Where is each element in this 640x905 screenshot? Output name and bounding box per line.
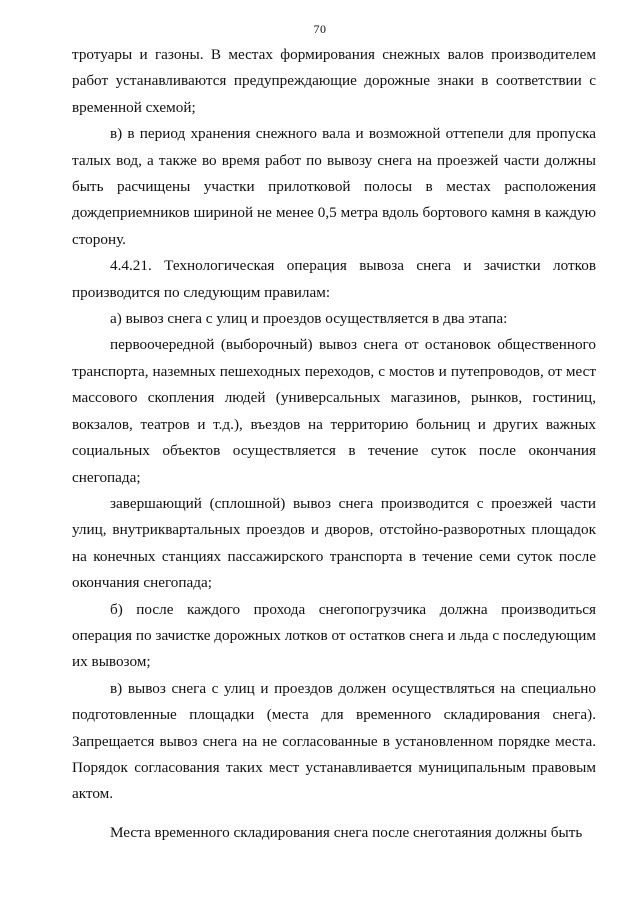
paragraph-priority-removal: первоочередной (выборочный) вывоз снега от остановок общественного транспорта, наземных пешеходных переходов, с мостов и путепроводов, от мест массового скопления людей (универсальных магазинов, рынков, гостиниц, вокзалов, театров и т.д.), въездов на территорию больниц и других важных социальных объектов осуществляется в течение суток после окончания снегопада;: [72, 336, 596, 486]
paragraph-final-removal: завершающий (сплошной) вывоз снега производится с проезжей части улиц, внутриквартальных проездов и дворов, отстойно-разворотных площадок на конечных станциях пассажирского транспорта в течение семи суток после окончания снегопада;: [72, 494, 596, 592]
document-body: [72, 42, 596, 846]
paragraph-section-4-4-21: 4.4.21. Технологическая операция вывоза снега и зачистки лотков производится по следующим правилам:: [72, 257, 596, 301]
paragraph-storage-sites: Места временного складирования снега после снеготаяния должны быть: [110, 823, 583, 841]
paragraph-item-v-drainage: в) в период хранения снежного вала и возможной оттепели для пропуска талых вод, а также во время работ по вывозу снега на проезжей части должны быть расчищены участки прилотковой полосы в местах расположения дождеприемников шириной не менее 0,5 метра вдоль бортового камня в каждую сторону.: [72, 125, 596, 248]
paragraph-item-a: а) вывоз снега с улиц и проездов осуществляется в два этапа:: [110, 310, 508, 328]
paragraph-item-b: б) после каждого прохода снегопогрузчика должна производиться операция по зачистке дорожных лотков от остатков снега и льда с последующим их вывозом;: [72, 600, 596, 671]
paragraph-continuation: тротуары и газоны. В местах формирования снежных валов производителем работ устанавливаются предупреждающие дорожные знаки в соответствии с временной схемой;: [72, 46, 596, 116]
paragraph-item-v-disposal: в) вывоз снега с улиц и проездов должен осуществляться на специально подготовленные площадки (места для временного складирования снега). Запрещается вывоз снега на не согласованные в установленном порядке места. Порядок согласования таких мест устанавливается муниципальным правовым актом.: [72, 679, 596, 803]
page-number: 70: [313, 22, 327, 36]
